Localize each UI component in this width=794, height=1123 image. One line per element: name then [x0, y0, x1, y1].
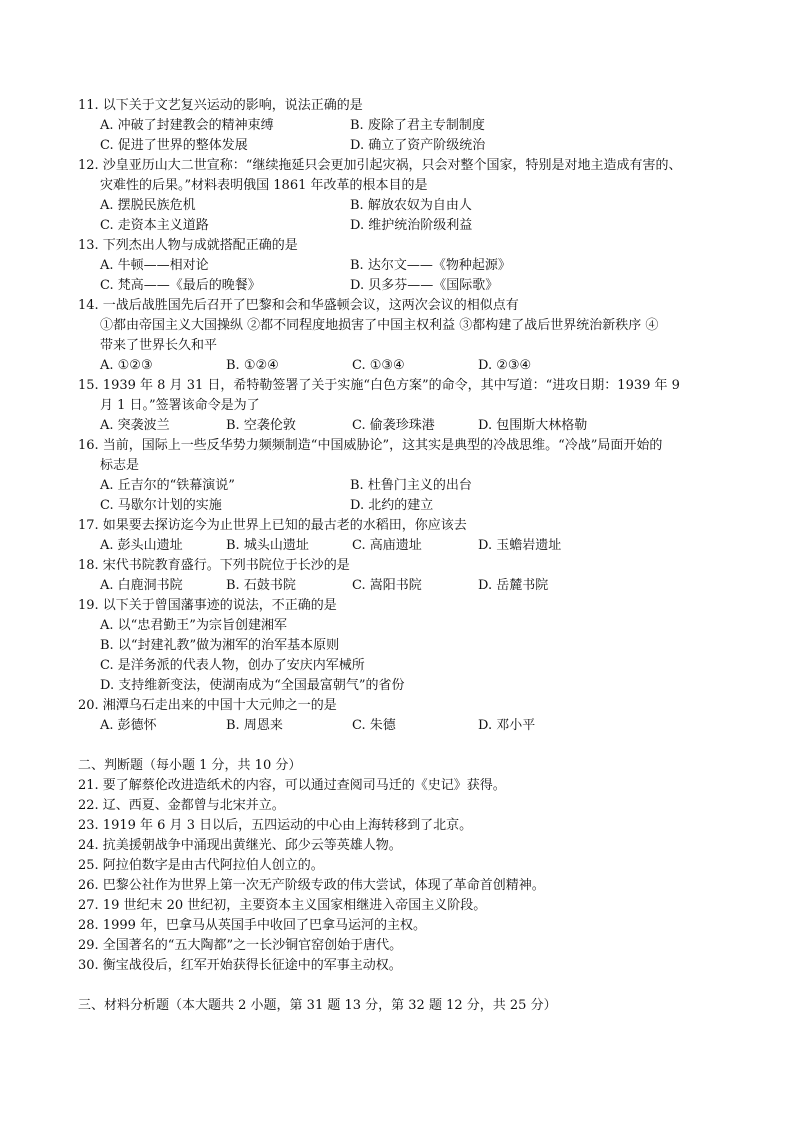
option-a: A. 突袭波兰: [100, 418, 170, 433]
option-c: C. 梵高——《最后的晚餐》: [100, 278, 261, 293]
option-c: C. 马歇尔计划的实施: [100, 498, 222, 513]
option-c: C. 促进了世界的整体发展: [100, 138, 248, 153]
question-stem-continued: 灾难性的后果。”材料表明俄国 1861 年改革的根本目的是: [100, 178, 428, 193]
option-b: B. 废除了君主专制制度: [350, 118, 485, 133]
question-13: [78, 236, 718, 296]
option-d: D. 玉蟾岩遗址: [478, 538, 562, 553]
question-stem: 12. 沙皇亚历山大二世宣称：“继续拖延只会更加引起灾祸，只会对整个国家，特别是对地主造成有害的、: [78, 158, 682, 173]
option-a: A. 冲破了封建教会的精神束缚: [100, 118, 274, 133]
section-heading-true-false: 二、判断题（每小题 1 分，共 10 分）: [78, 758, 302, 773]
question-14: [78, 296, 718, 376]
option-c: C. 偷袭珍珠港: [352, 418, 435, 433]
true-false-item: 25. 阿拉伯数字是由古代阿拉伯人创立的。: [78, 858, 324, 873]
question-stem: 17. 如果要去探访迄今为止世界上已知的最古老的水稻田，你应该去: [78, 518, 467, 533]
true-false-item: 24. 抗美援朝战争中涌现出黄继光、邱少云等英雄人物。: [78, 838, 402, 853]
option-b: B. 以“封建礼教”做为湘军的治军基本原则: [100, 638, 340, 653]
option-a: A. 彭头山遗址: [100, 538, 183, 553]
question-stem: 13. 下列杰出人物与成就搭配正确的是: [78, 238, 298, 253]
option-c: C. 朱德: [352, 718, 396, 733]
option-c: C. 是洋务派的代表人物，创办了安庆内军械所: [100, 658, 365, 673]
question-12: [78, 156, 718, 236]
statement-list-continued: 带来了世界长久和平: [100, 338, 218, 353]
true-false-list: [78, 776, 545, 976]
question-stem: 14. 一战后战胜国先后召开了巴黎和会和华盛顿会议，这两次会议的相似点有: [78, 298, 519, 313]
option-d: D. 确立了资产阶级统治: [350, 138, 486, 153]
question-stem-continued: 标志是: [100, 458, 140, 473]
question-18: [78, 556, 718, 596]
option-a: A. 丘吉尔的“铁幕演说”: [100, 478, 235, 493]
statement-list: ①都由帝国主义大国操纵 ②都不同程度地损害了中国主权利益 ③都构建了战后世界统治新秩序 ④: [100, 318, 659, 333]
option-c: C. 高庙遗址: [352, 538, 422, 553]
option-a: A. 牛顿——相对论: [100, 258, 209, 273]
question-stem: 19. 以下关于曾国藩事迹的说法，不正确的是: [78, 598, 337, 613]
option-b: B. 城头山遗址: [226, 538, 309, 553]
true-false-item: 23. 1919 年 6 月 3 日以后，五四运动的中心由上海转移到了北京。: [78, 818, 473, 833]
option-b: B. ①②④: [226, 358, 279, 373]
question-20: [78, 696, 718, 736]
option-b: B. 达尔文——《物种起源》: [350, 258, 511, 273]
option-a: A. 彭德怀: [100, 718, 157, 733]
question-stem: 15. 1939 年 8 月 31 日，希特勒签署了关于实施“白色方案”的命令，其中写道：“进攻日期：1939 年 9: [78, 378, 680, 393]
option-d: D. ②③④: [478, 358, 532, 373]
option-d: D. 包围斯大林格勒: [478, 418, 588, 433]
option-d: D. 贝多芬——《国际歌》: [350, 278, 499, 293]
true-false-item: 21. 要了解蔡伦改进造纸术的内容，可以通过查阅司马迁的《史记》获得。: [78, 778, 506, 793]
question-19: [78, 596, 718, 696]
option-a: A. 以“忠君勤王”为宗旨创建湘军: [100, 618, 287, 633]
true-false-item: 29. 全国著名的“五大陶都”之一长沙铜官窑创始于唐代。: [78, 938, 403, 953]
question-stem: 18. 宋代书院教育盛行。下列书院位于长沙的是: [78, 558, 350, 573]
option-d: D. 邓小平: [478, 718, 536, 733]
question-stem: 20. 湘潭乌石走出来的中国十大元帅之一的是: [78, 698, 337, 713]
true-false-item: 27. 19 世纪末 20 世纪初，主要资本主义国家相继进入帝国主义阶段。: [78, 898, 487, 913]
question-11: [78, 96, 718, 156]
option-b: B. 空袭伦敦: [226, 418, 296, 433]
option-a: A. 白鹿洞书院: [100, 578, 183, 593]
true-false-item: 30. 衡宝战役后，红军开始获得长征途中的军事主动权。: [78, 958, 402, 973]
option-d: D. 维护统治阶级利益: [350, 218, 473, 233]
option-b: B. 杜鲁门主义的出台: [350, 478, 472, 493]
option-b: B. 解放农奴为自由人: [350, 198, 472, 213]
option-b: B. 周恩来: [226, 718, 283, 733]
option-d: D. 支持维新变法，使湖南成为“全国最富朝气”的省份: [100, 678, 405, 693]
question-stem: 16. 当前，国际上一些反华势力频频制造“中国威胁论”，这其实是典型的冷战思维。“冷战”局面开始的: [78, 438, 663, 453]
option-c: C. 嵩阳书院: [352, 578, 422, 593]
option-a: A. 摆脱民族危机: [100, 198, 196, 213]
option-d: D. 岳麓书院: [478, 578, 549, 593]
option-a: A. ①②③: [100, 358, 153, 373]
true-false-item: 28. 1999 年，巴拿马从英国手中收回了巴拿马运河的主权。: [78, 918, 427, 933]
option-d: D. 北约的建立: [350, 498, 434, 513]
option-b: B. 石鼓书院: [226, 578, 296, 593]
question-17: [78, 516, 718, 556]
section-heading-material-analysis: 三、材料分析题（本大题共 2 小题，第 31 题 13 分，第 32 题 12 分，共 25 分）: [78, 998, 557, 1013]
option-c: C. ①③④: [352, 358, 405, 373]
question-stem: 11. 以下关于文艺复兴运动的影响，说法正确的是: [78, 98, 363, 113]
true-false-item: 26. 巴黎公社作为世界上第一次无产阶级专政的伟大尝试，体现了革命首创精神。: [78, 878, 545, 893]
question-stem-continued: 月 1 日。”签署该命令是为了: [100, 398, 260, 413]
true-false-item: 22. 辽、西夏、金都曾与北宋并立。: [78, 798, 285, 813]
question-15: [78, 376, 718, 436]
question-16: [78, 436, 718, 516]
option-c: C. 走资本主义道路: [100, 218, 209, 233]
